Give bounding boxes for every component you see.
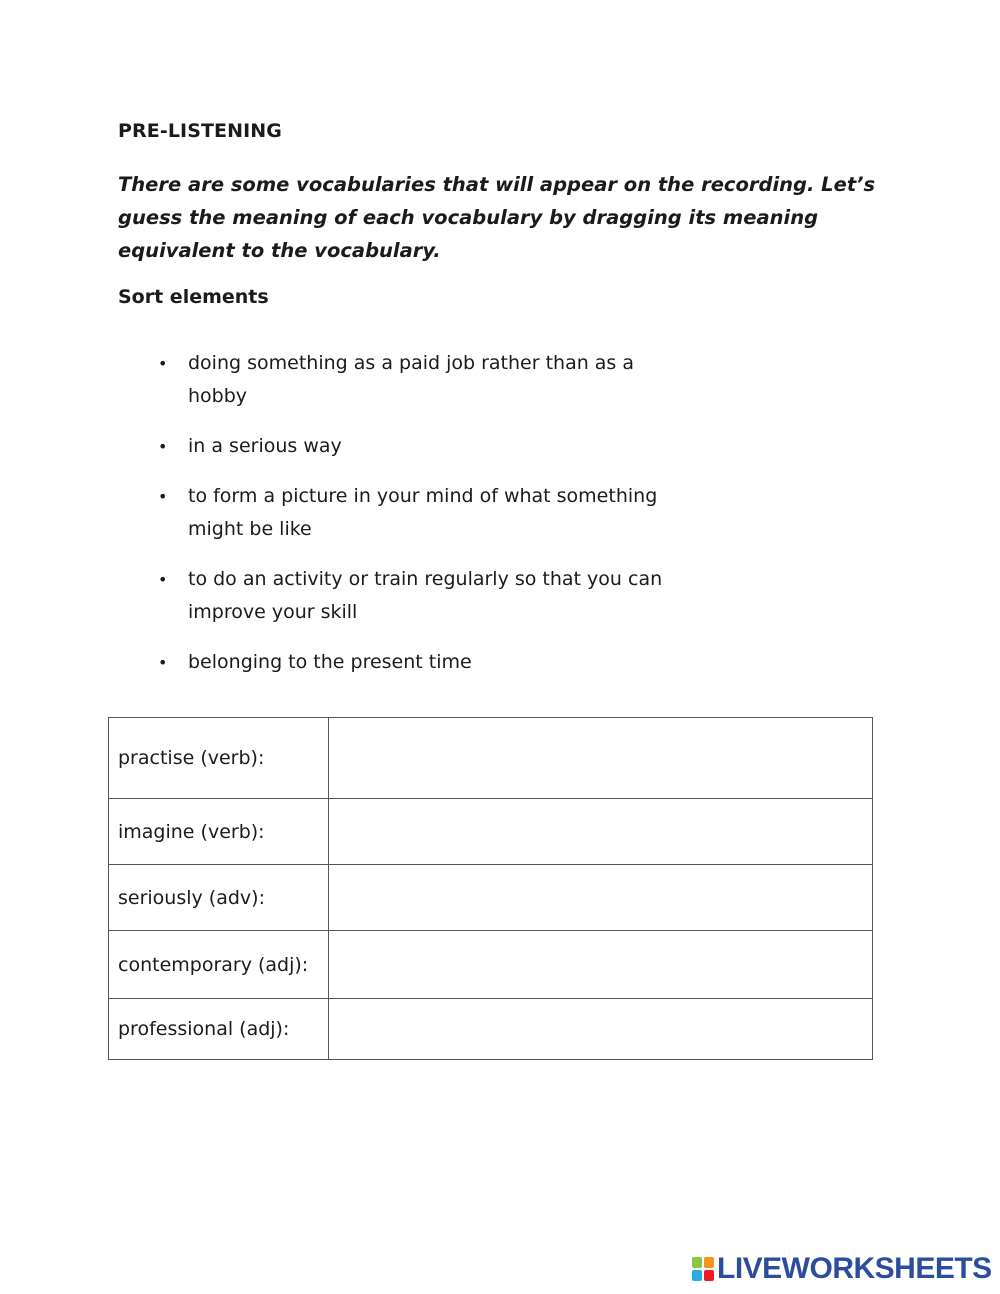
table-row	[109, 865, 873, 931]
section-heading: PRE-LISTENING	[118, 120, 282, 142]
vocab-term: professional (adj):	[109, 999, 329, 1060]
vocab-term: practise (verb):	[109, 718, 329, 799]
sort-elements-heading: Sort elements	[118, 286, 269, 308]
bullet-icon: •	[158, 437, 168, 456]
bullet-icon: •	[158, 570, 168, 589]
logo-mark-tile	[692, 1270, 702, 1281]
bullet-icon: •	[158, 354, 168, 373]
option-text: doing something as a paid job rather than as a hobby	[188, 352, 635, 407]
draggable-option[interactable]	[156, 430, 696, 463]
vocab-term: imagine (verb):	[109, 799, 329, 865]
vocab-term: seriously (adv):	[109, 865, 329, 931]
logo-mark-tile	[704, 1257, 714, 1268]
draggable-option[interactable]	[156, 646, 696, 679]
bullet-icon: •	[158, 653, 168, 672]
table-row	[109, 799, 873, 865]
option-text: in a serious way	[188, 435, 342, 457]
logo-mark-tile	[704, 1270, 714, 1281]
table-row	[109, 931, 873, 999]
vocabulary-table	[108, 717, 873, 1060]
liveworksheets-logo	[692, 1252, 992, 1286]
drop-zone[interactable]	[329, 718, 873, 799]
option-text: to form a picture in your mind of what something might be like	[188, 485, 658, 540]
drop-zone[interactable]	[329, 999, 873, 1060]
drop-zone[interactable]	[329, 931, 873, 999]
draggable-option[interactable]	[156, 563, 696, 629]
logo-mark-icon	[692, 1257, 714, 1281]
bullet-icon: •	[158, 487, 168, 506]
draggable-option[interactable]	[156, 480, 696, 546]
logo-text: LIVEWORKSHEETS	[717, 1252, 992, 1285]
draggable-options-list	[156, 347, 696, 696]
table-row	[109, 718, 873, 799]
instructions-text: There are some vocabularies that will appear on the recording. Let’s guess the meaning of each vocabulary by dragging its meaning equivalent to the vocabulary.	[118, 173, 876, 262]
drop-zone[interactable]	[329, 865, 873, 931]
draggable-option[interactable]	[156, 347, 696, 413]
drop-zone[interactable]	[329, 799, 873, 865]
option-text: belonging to the present time	[188, 651, 472, 673]
logo-mark-tile	[692, 1257, 702, 1268]
table-row	[109, 999, 873, 1060]
option-text: to do an activity or train regularly so that you can improve your skill	[188, 568, 663, 623]
vocab-term: contemporary (adj):	[109, 931, 329, 999]
